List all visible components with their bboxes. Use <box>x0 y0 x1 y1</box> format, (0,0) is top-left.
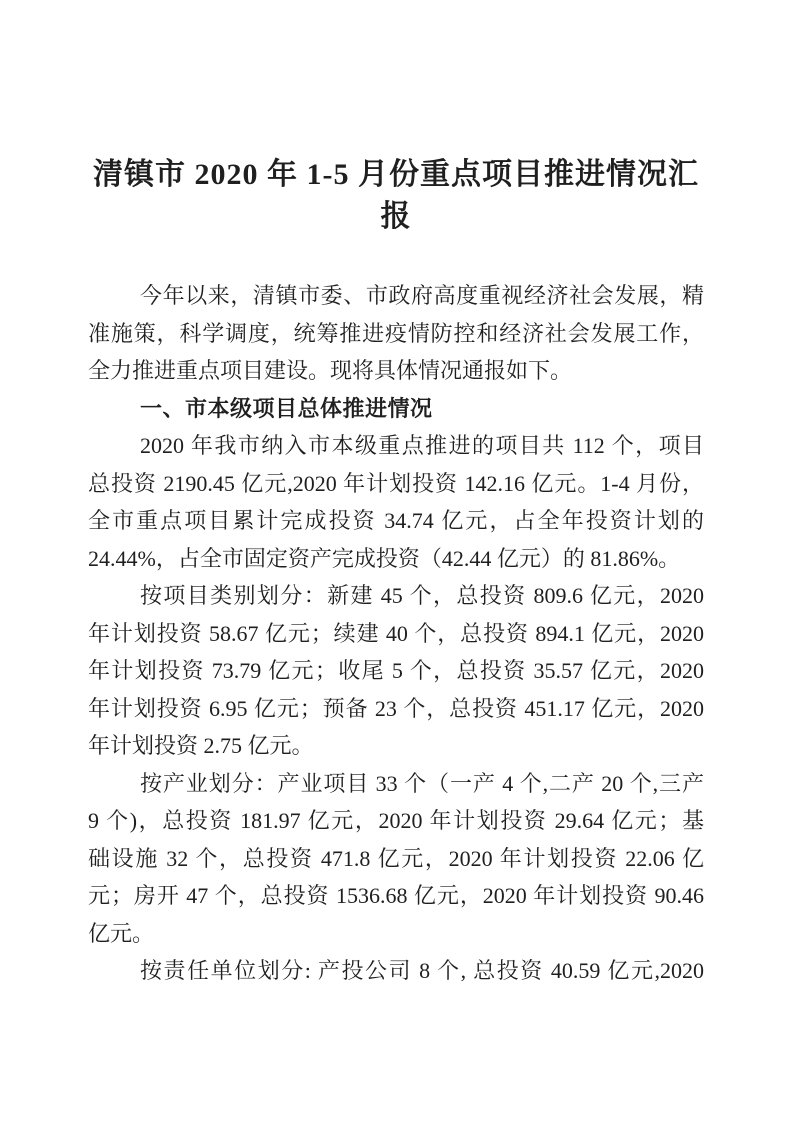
paragraph <box>88 427 704 577</box>
document-title <box>88 154 704 238</box>
text-line: 总投资 2190.45 亿元,2020 年计划投资 142.16 亿元。1-4 月份， <box>88 470 704 496</box>
text-line: 全力推进重点项目建设。现将具体情况通报如下。 <box>88 358 573 383</box>
text-line: 年计划投资 73.79 亿元；收尾 5 个，总投资 35.57 亿元，2020 <box>88 658 704 683</box>
text-line: 按责任单位划分: 产投公司 8 个, 总投资 40.59 亿元,2020 <box>140 958 704 983</box>
text-line: 年计划投资 2.75 亿元。 <box>88 733 314 758</box>
text-line: 年计划投资 58.67 亿元；续建 40 个，总投资 894.1 亿元，2020 <box>88 620 704 646</box>
text-line: 年计划投资 6.95 亿元；预备 23 个，总投资 451.17 亿元，2020 <box>88 695 704 721</box>
document-body <box>88 277 704 990</box>
section-heading <box>88 390 704 428</box>
text-line: 亿元。 <box>88 920 155 946</box>
text-line: 元；房开 47 个，总投资 1536.68 亿元，2020 年计划投资 90.46 <box>88 883 704 908</box>
text-line: 24.44%，占全市固定资产完成投资（42.44 亿元）的 81.86%。 <box>88 545 681 571</box>
text-line: 础设施 32 个，总投资 471.8 亿元，2020 年计划投资 22.06 亿 <box>88 845 704 871</box>
document-title-line: 清镇市 2020 年 1-5 月份重点项目推进情况汇 <box>93 158 699 191</box>
text-line: 按产业划分：产业项目 33 个（一产 4 个,二产 20 个,三产 <box>140 770 704 796</box>
paragraph <box>88 277 704 390</box>
document-title-line: 报 <box>380 200 412 233</box>
text-line: 9 个)，总投资 181.97 亿元，2020 年计划投资 29.64 亿元；基 <box>88 808 704 833</box>
text-line: 一、市本级项目总体推进情况 <box>140 395 433 421</box>
text-line: 今年以来，清镇市委、市政府高度重视经济社会发展，精 <box>140 283 704 308</box>
text-line: 2020 年我市纳入市本级重点推进的项目共 112 个，项目 <box>140 433 704 458</box>
paragraph <box>88 577 704 765</box>
paragraph <box>88 952 704 990</box>
text-line: 按项目类别划分：新建 45 个，总投资 809.6 亿元，2020 <box>140 583 704 608</box>
text-line: 准施策，科学调度，统筹推进疫情防控和经济社会发展工作， <box>88 320 704 346</box>
paragraph <box>88 765 704 953</box>
text-line: 全市重点项目累计完成投资 34.74 亿元，占全年投资计划的 <box>88 508 704 533</box>
